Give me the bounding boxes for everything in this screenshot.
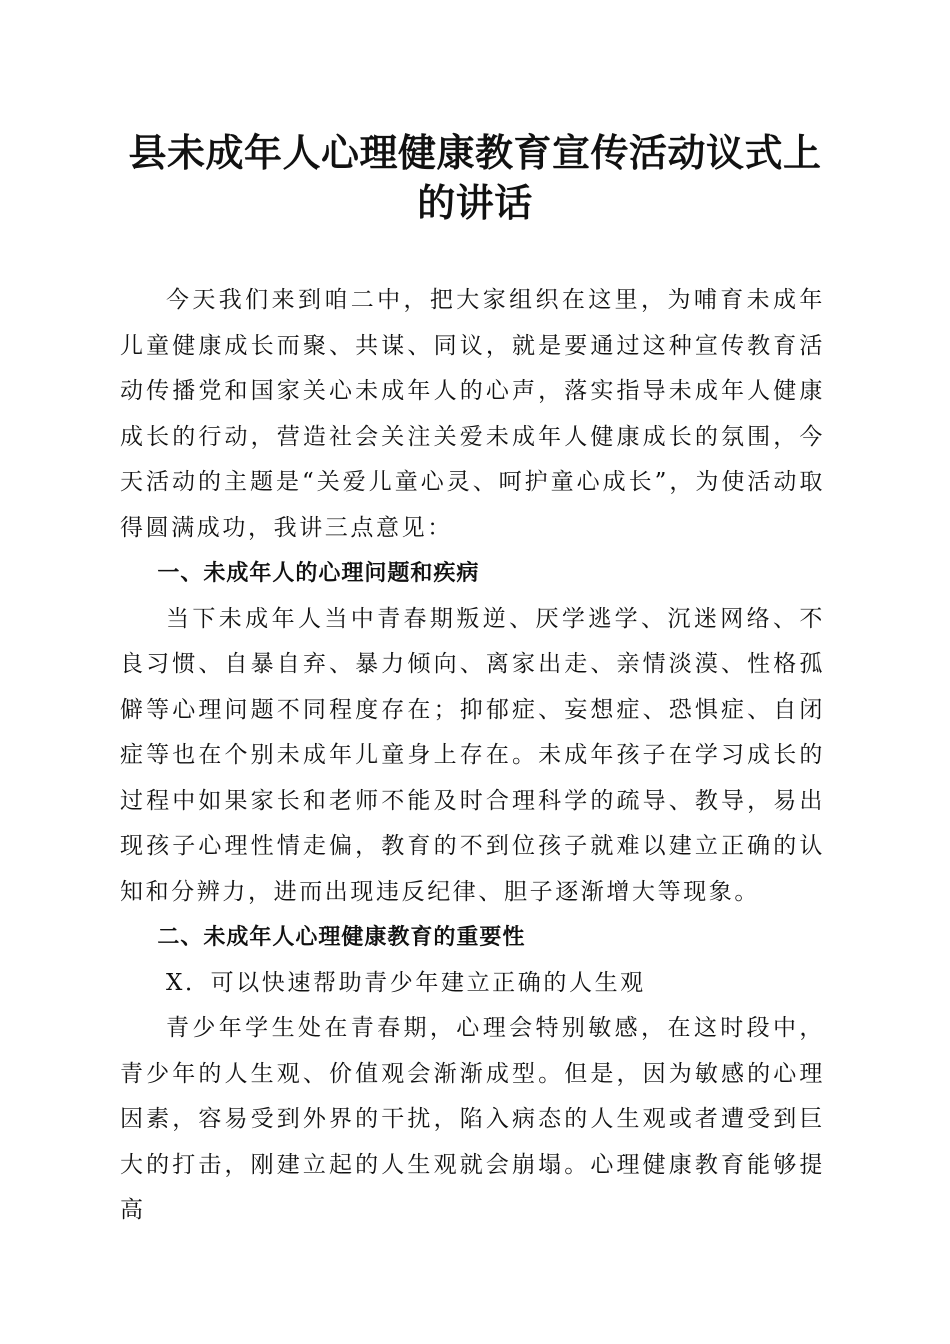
document-title: 县未成年人心理健康教育宣传活动议式上的讲话 [128,130,822,225]
section-heading-1: 一、未成年人的心理问题和疾病 [157,561,480,586]
section-1-paragraph: 当下未成年人当中青春期叛逆、厌学逃学、沉迷网络、不良习惯、自暴自弃、暴力倾向、离家出走、亲情淡漠、性格孤僻等心理问题不同程度存在；抑郁症、妄想症、恐惧症、自闭症等也在个别未成年儿童身上存在。未成年孩子在学习成长的过程中如果家长和老师不能及时合理科学的疏导、教导，易出现孩子心理性情走偏，教育的不到位孩子就难以建立正确的认知和分辨力，进而出现违反纪律、胆子逐渐增大等现象。 [120,605,825,905]
intro-paragraph: 今天我们来到咱二中，把大家组织在这里，为哺育未成年儿童健康成长而聚、共谋、同议，就是要通过这种宣传教育活动传播党和国家关心未成年人的心声，落实指导未成年人健康成长的行动，营造社会关注关爱未成年人健康成长的氛围，今天活动的主题是“关爱儿童心灵、呵护童心成长”，为使活动取得圆满成功，我讲三点意见： [120,287,825,541]
section-heading-2: 二、未成年人心理健康教育的重要性 [157,925,526,950]
subheading-1: X．可以快速帮助青少年建立正确的人生观 [166,969,646,996]
section-2-paragraph: 青少年学生处在青春期，心理会特别敏感，在这时段中，青少年的人生观、价值观会渐渐成型。但是，因为敏感的心理因素，容易受到外界的干扰，陷入病态的人生观或者遭受到巨大的打击，刚建立起的人生观就会崩塌。心理健康教育能够提高 [120,1015,825,1223]
document-body [120,278,825,1234]
